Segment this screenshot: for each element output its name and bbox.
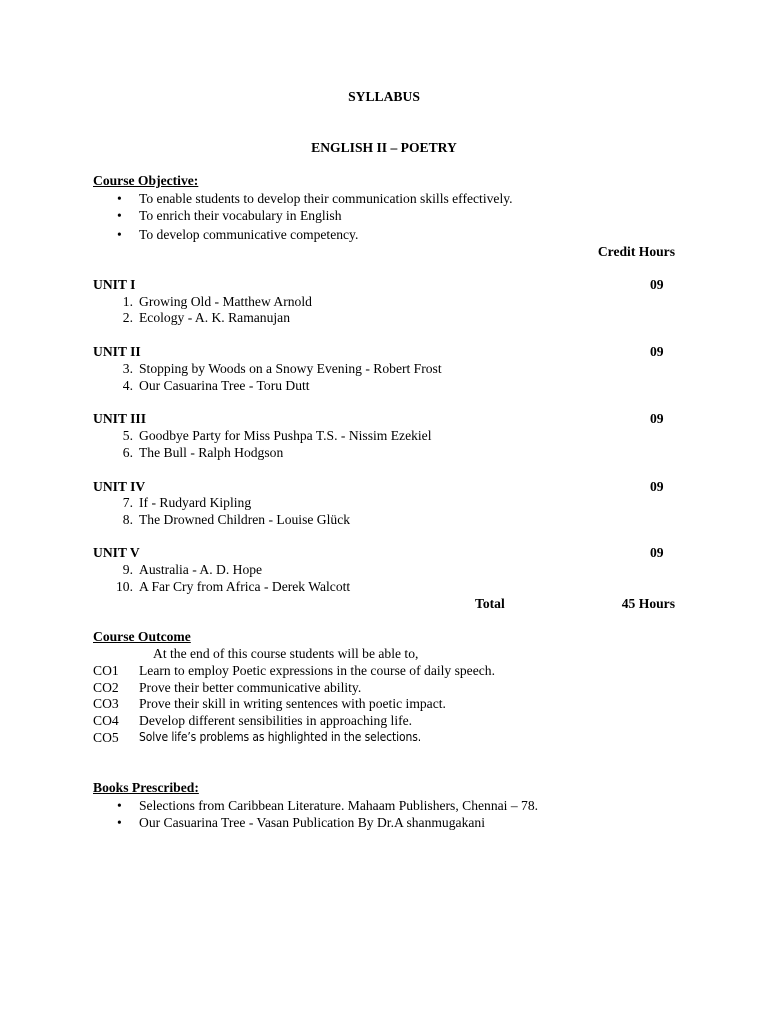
outcome-text: Solve life’s problems as highlighted in the selections. (139, 730, 422, 744)
item-text: Australia - A. D. Hope (139, 562, 263, 577)
unit-hours: 09 (650, 479, 664, 494)
doc-subtitle: ENGLISH II – POETRY (311, 140, 457, 155)
unit-title: UNIT I (93, 277, 136, 292)
item-text: The Bull - Ralph Hodgson (139, 445, 284, 460)
unit-item (122, 511, 351, 528)
unit-title: UNIT IV (93, 479, 146, 494)
unit-item (116, 578, 351, 595)
item-text: A Far Cry from Africa - Derek Walcott (139, 579, 351, 594)
unit-item (122, 360, 442, 377)
item-text: The Drowned Children - Louise Glück (139, 512, 351, 527)
item-number: 7. (122, 495, 133, 510)
unit-item (122, 309, 291, 326)
credit-hours-header: Credit Hours (597, 244, 675, 259)
item-text: Growing Old - Matthew Arnold (139, 294, 312, 309)
outcome-text: Prove their better communicative ability. (139, 680, 362, 695)
outcome-code: CO4 (93, 713, 119, 728)
unit-title: UNIT III (93, 411, 147, 426)
item-number: 6. (122, 445, 133, 460)
unit-item (122, 494, 252, 511)
objective-item: • To enrich their vocabulary in English (139, 207, 342, 224)
outcome-code: CO5 (93, 730, 119, 745)
book-item: • Selections from Caribbean Literature. Mahaam Publishers, Chennai – 78. (139, 797, 538, 814)
item-number: 3. (122, 361, 133, 376)
unit-title: UNIT II (93, 344, 141, 359)
unit-item (122, 377, 310, 394)
outcome-text: Develop different sensibilities in approaching life. (139, 713, 413, 728)
outcome-text: Learn to employ Poetic expressions in the course of daily speech. (139, 663, 495, 678)
outcome-code: CO3 (93, 696, 119, 711)
objective-item: • To develop communicative competency. (139, 226, 358, 243)
unit-hours: 09 (650, 545, 664, 560)
unit-item (122, 561, 263, 578)
item-number: 4. (122, 378, 133, 393)
unit-hours: 09 (650, 411, 664, 426)
outcome-code: CO2 (93, 680, 119, 695)
item-number: 1. (122, 294, 133, 309)
books-heading: Books Prescribed: (93, 780, 199, 795)
item-text: Our Casuarina Tree - Toru Dutt (139, 378, 310, 393)
item-text: Ecology - A. K. Ramanujan (139, 310, 291, 325)
unit-hours: 09 (650, 277, 664, 292)
outcome-code: CO1 (93, 663, 119, 678)
item-number: 5. (122, 428, 133, 443)
total-value: 45 Hours (621, 596, 675, 611)
item-text: Stopping by Woods on a Snowy Evening - Robert Frost (139, 361, 442, 376)
unit-item (122, 444, 284, 461)
unit-title: UNIT V (93, 545, 140, 560)
unit-item (122, 293, 312, 310)
outcome-text: Prove their skill in writing sentences with poetic impact. (139, 696, 446, 711)
item-number: 2. (122, 310, 133, 325)
item-text: If - Rudyard Kipling (139, 495, 252, 510)
objective-item: • To enable students to develop their communication skills effectively. (139, 190, 513, 207)
outcome-intro: At the end of this course students will be able to, (153, 646, 419, 661)
total-label: Total (475, 596, 505, 611)
outcome-heading: Course Outcome (93, 629, 191, 644)
item-number: 8. (122, 512, 133, 527)
item-text: Goodbye Party for Miss Pushpa T.S. - Nissim Ezekiel (139, 428, 432, 443)
item-number: 10. (116, 579, 133, 594)
book-item: • Our Casuarina Tree - Vasan Publication By Dr.A shanmugakani (139, 814, 485, 831)
unit-item (122, 427, 432, 444)
objective-heading: Course Objective: (93, 173, 199, 188)
unit-hours: 09 (650, 344, 664, 359)
item-number: 9. (122, 562, 133, 577)
doc-title: SYLLABUS (348, 89, 420, 104)
